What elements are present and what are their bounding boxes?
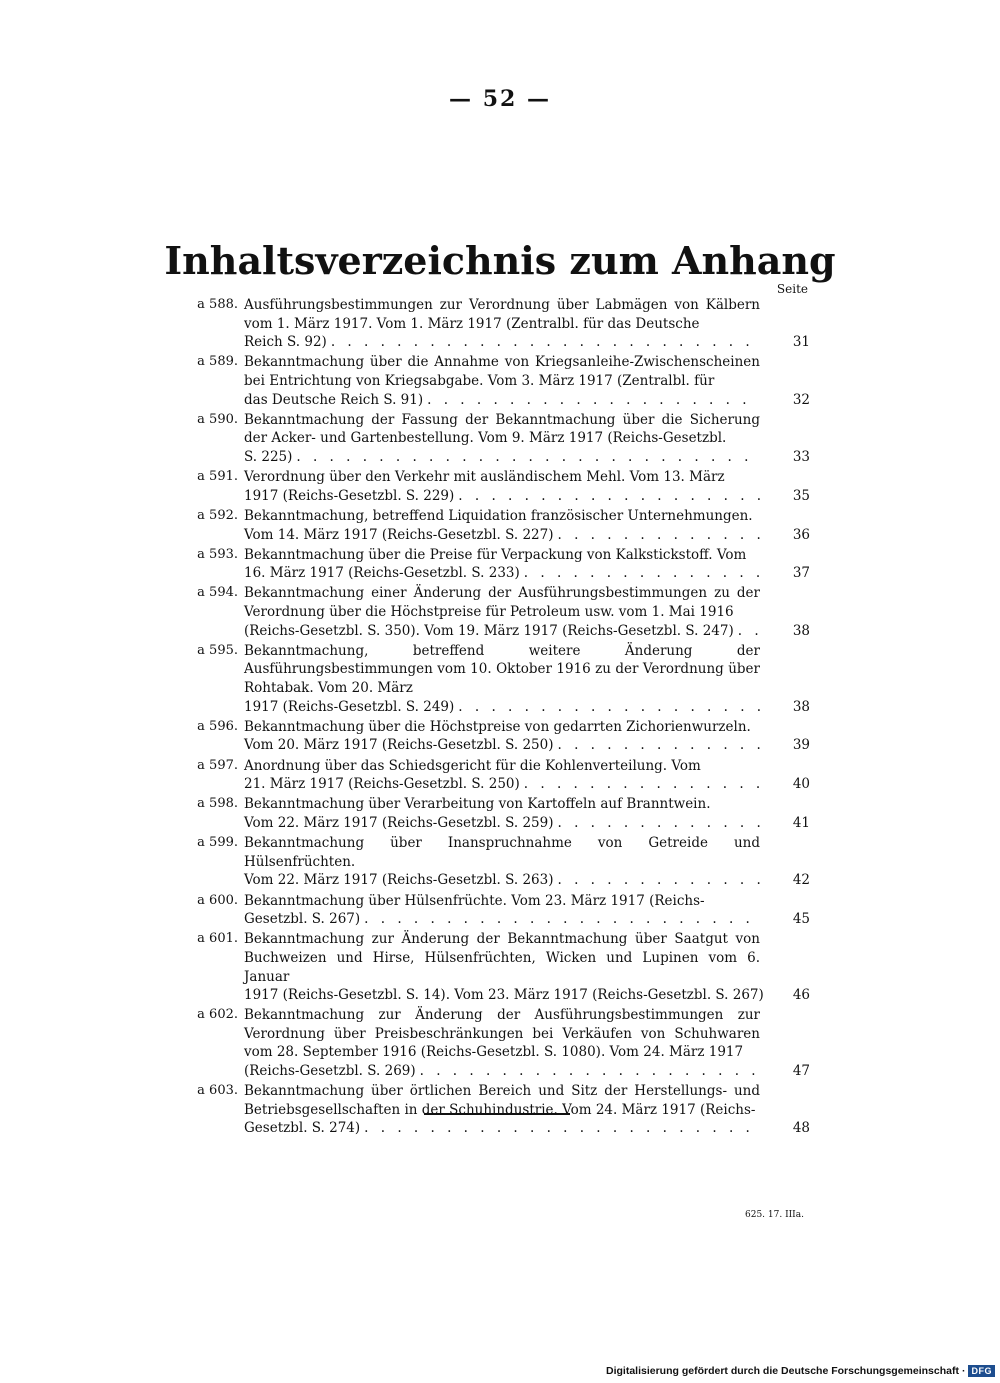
- entry-page-number: 33: [792, 448, 810, 465]
- entry-number: a 601.: [197, 931, 238, 947]
- entry-number: a 599.: [197, 835, 238, 851]
- entry-text: Ausführungsbestimmungen zur Verordnung über Labmägen von Kälbern vom 1. März 1917. Vom 1. März 1917 (Zentralbl. für das Deutsche: [244, 297, 760, 332]
- toc-entry: [190, 507, 810, 544]
- toc-entry: [190, 834, 810, 890]
- dot-leader: [558, 736, 760, 755]
- entry-text-end: Vom 22. März 1917 (Reichs-Gesetzbl. S. 263): [244, 872, 554, 889]
- toc-entry: [190, 642, 810, 716]
- page-number: — 52 —: [449, 86, 551, 112]
- dot-leader: [427, 391, 760, 410]
- footer: [606, 1365, 995, 1377]
- toc-entry: [190, 718, 810, 755]
- page-column-label: Seite: [776, 282, 808, 296]
- entry-page-number: 36: [792, 526, 810, 543]
- entry-text-end: Vom 20. März 1917 (Reichs-Gesetzbl. S. 250): [244, 737, 554, 754]
- footer-separator: ·: [961, 1365, 966, 1377]
- toc-entry: [190, 795, 810, 832]
- entry-number: a 592.: [197, 507, 238, 523]
- entry-number: a 598.: [197, 796, 238, 812]
- entry-text-end: Vom 14. März 1917 (Reichs-Gesetzbl. S. 227): [244, 526, 554, 543]
- entry-number: a 600.: [197, 892, 238, 908]
- entry-text-end: (Reichs-Gesetzbl. S. 269): [244, 1063, 416, 1080]
- dot-leader: [558, 526, 760, 545]
- dot-leader: [296, 448, 760, 467]
- entry-text: Bekanntmachung einer Änderung der Ausführungsbestimmungen zu der Verordnung über die Höchstpreise für Petroleum usw. vom 1. Mai 1916: [244, 585, 760, 621]
- toc-entry: [190, 892, 810, 929]
- entry-text: Bekanntmachung der Fassung der Bekanntmachung über die Sicherung der Acker- und Gartenbestellung. Vom 9. März 1917 (Reichs-Gesetzbl.: [244, 411, 760, 447]
- entry-text: Anordnung über das Schiedsgericht für die Kohlenverteilung. Vom: [244, 757, 701, 774]
- entry-page-number: 41: [792, 814, 810, 831]
- entry-text: Bekanntmachung, betreffend weitere Änderung der Ausführungsbestimmungen vom 10. Oktober 1916 zu der Verordnung über Rohtabak. Vom 20. März: [244, 642, 760, 697]
- entry-text-end: Gesetzbl. S. 267): [244, 911, 361, 928]
- entry-page-number: 40: [792, 776, 810, 793]
- entry-number: a 596.: [197, 718, 238, 734]
- toc-entry: [190, 1082, 810, 1138]
- entry-text-end: Reich S. 92): [244, 334, 327, 351]
- entry-text-end: das Deutsche Reich S. 91): [244, 391, 424, 408]
- entry-number: a 591.: [197, 469, 238, 485]
- entry-page-number: 35: [792, 487, 810, 504]
- entry-page-number: 38: [792, 622, 810, 639]
- entry-text: Verordnung über den Verkehr mit ausländischem Mehl. Vom 13. März: [244, 469, 725, 486]
- toc-entry: [190, 1006, 810, 1080]
- entry-number: a 589.: [197, 354, 238, 370]
- entry-text: Bekanntmachung über Verarbeitung von Kartoffeln auf Branntwein.: [244, 796, 711, 813]
- entry-text-end: S. 225): [244, 448, 293, 465]
- entry-page-number: 38: [792, 698, 810, 715]
- toc-entry: [190, 296, 810, 352]
- entry-number: a 595.: [197, 642, 238, 658]
- entry-text-end: 21. März 1917 (Reichs-Gesetzbl. S. 250): [244, 776, 520, 793]
- table-of-contents: [190, 296, 810, 1140]
- entry-text-end: Gesetzbl. S. 274): [244, 1120, 361, 1137]
- entry-text-end: 1917 (Reichs-Gesetzbl. S. 229): [244, 487, 455, 504]
- entry-page-number: 45: [792, 911, 810, 928]
- toc-entry: [190, 757, 810, 794]
- entry-number: a 594.: [197, 585, 238, 601]
- toc-entry: [190, 468, 810, 505]
- entry-text: Bekanntmachung, betreffend Liquidation französischer Unternehmungen.: [244, 507, 753, 524]
- dot-leader: [458, 487, 760, 506]
- dot-leader: [558, 871, 760, 890]
- toc-entry: [190, 353, 810, 409]
- dot-leader: [420, 1062, 760, 1081]
- footer-text: Digitalisierung gefördert durch die Deutsche Forschungsgemeinschaft: [606, 1365, 959, 1377]
- dot-leader: [524, 564, 760, 583]
- page-title: Inhaltsverzeichnis zum Anhang: [164, 238, 836, 283]
- toc-entry: [190, 930, 810, 1004]
- entry-text: Bekanntmachung zur Änderung der Ausführungsbestimmungen zur Verordnung über Preisbeschränkungen bei Verkäufen von Schuhwaren vom 28. September 1916 (Reichs-Gesetzbl. S. 1080). Vom 24. März 1917: [244, 1007, 760, 1061]
- dot-leader: [738, 622, 760, 641]
- dot-leader: [524, 775, 760, 794]
- entry-text: Bekanntmachung zur Änderung der Bekanntmachung über Saatgut von Buchweizen und Hirse, Hülsenfrüchten, Wicken und Lupinen vom 6. Januar: [244, 931, 760, 985]
- entry-text-end: 1917 (Reichs-Gesetzbl. S. 249): [244, 698, 455, 715]
- entry-number: a 593.: [197, 546, 238, 562]
- entry-number: a 590.: [197, 411, 238, 427]
- entry-page-number: 48: [792, 1120, 810, 1137]
- entry-text-end: (Reichs-Gesetzbl. S. 350). Vom 19. März 1917 (Reichs-Gesetzbl. S. 247): [244, 622, 734, 639]
- entry-text: Bekanntmachung über Hülsenfrüchte. Vom 23. März 1917 (Reichs-: [244, 892, 705, 909]
- entry-number: a 588.: [197, 297, 238, 312]
- entry-text-end: Vom 22. März 1917 (Reichs-Gesetzbl. S. 259): [244, 814, 554, 831]
- entry-number: a 602.: [197, 1007, 238, 1023]
- dot-leader: [331, 333, 760, 352]
- print-mark: 625. 17. IIIa.: [745, 1210, 804, 1220]
- dot-leader: [458, 698, 760, 717]
- section-divider: [424, 1113, 570, 1115]
- dot-leader: [364, 910, 760, 929]
- entry-text-end: 16. März 1917 (Reichs-Gesetzbl. S. 233): [244, 565, 520, 582]
- dot-leader: [364, 1119, 760, 1138]
- entry-page-number: 42: [792, 872, 810, 889]
- dfg-logo-icon: DFG: [968, 1365, 995, 1377]
- entry-text: Bekanntmachung über die Höchstpreise von gedarrten Zichorienwurzeln.: [244, 718, 751, 735]
- entry-page-number: 32: [792, 391, 810, 408]
- entry-text: Bekanntmachung über Inanspruchnahme von Getreide und Hülsenfrüchten.: [244, 835, 760, 870]
- entry-page-number: 39: [792, 737, 810, 754]
- entry-number: a 603.: [197, 1083, 238, 1099]
- entry-text: Bekanntmachung über örtlichen Bereich und Sitz der Herstellungs- und Betriebsgesellschaften in der Schuhindustrie. Vom 24. März 1917 (Reichs-: [244, 1083, 760, 1118]
- entry-page-number: 47: [792, 1063, 810, 1080]
- toc-entry: [190, 546, 810, 583]
- entry-page-number: 37: [792, 565, 810, 582]
- toc-entry: [190, 584, 810, 640]
- entry-page-number: 31: [792, 334, 810, 351]
- entry-page-number: 46: [792, 987, 810, 1004]
- entry-text-end: 1917 (Reichs-Gesetzbl. S. 14). Vom 23. März 1917 (Reichs-Gesetzbl. S. 267): [244, 987, 764, 1004]
- entry-number: a 597.: [197, 757, 238, 773]
- entry-text: Bekanntmachung über die Preise für Verpackung von Kalkstickstoff. Vom: [244, 546, 747, 563]
- dot-leader: [558, 814, 760, 833]
- entry-text: Bekanntmachung über die Annahme von Kriegsanleihe-Zwischenscheinen bei Entrichtung von Kriegsabgabe. Vom 3. März 1917 (Zentralbl. für: [244, 354, 760, 389]
- toc-entry: [190, 411, 810, 467]
